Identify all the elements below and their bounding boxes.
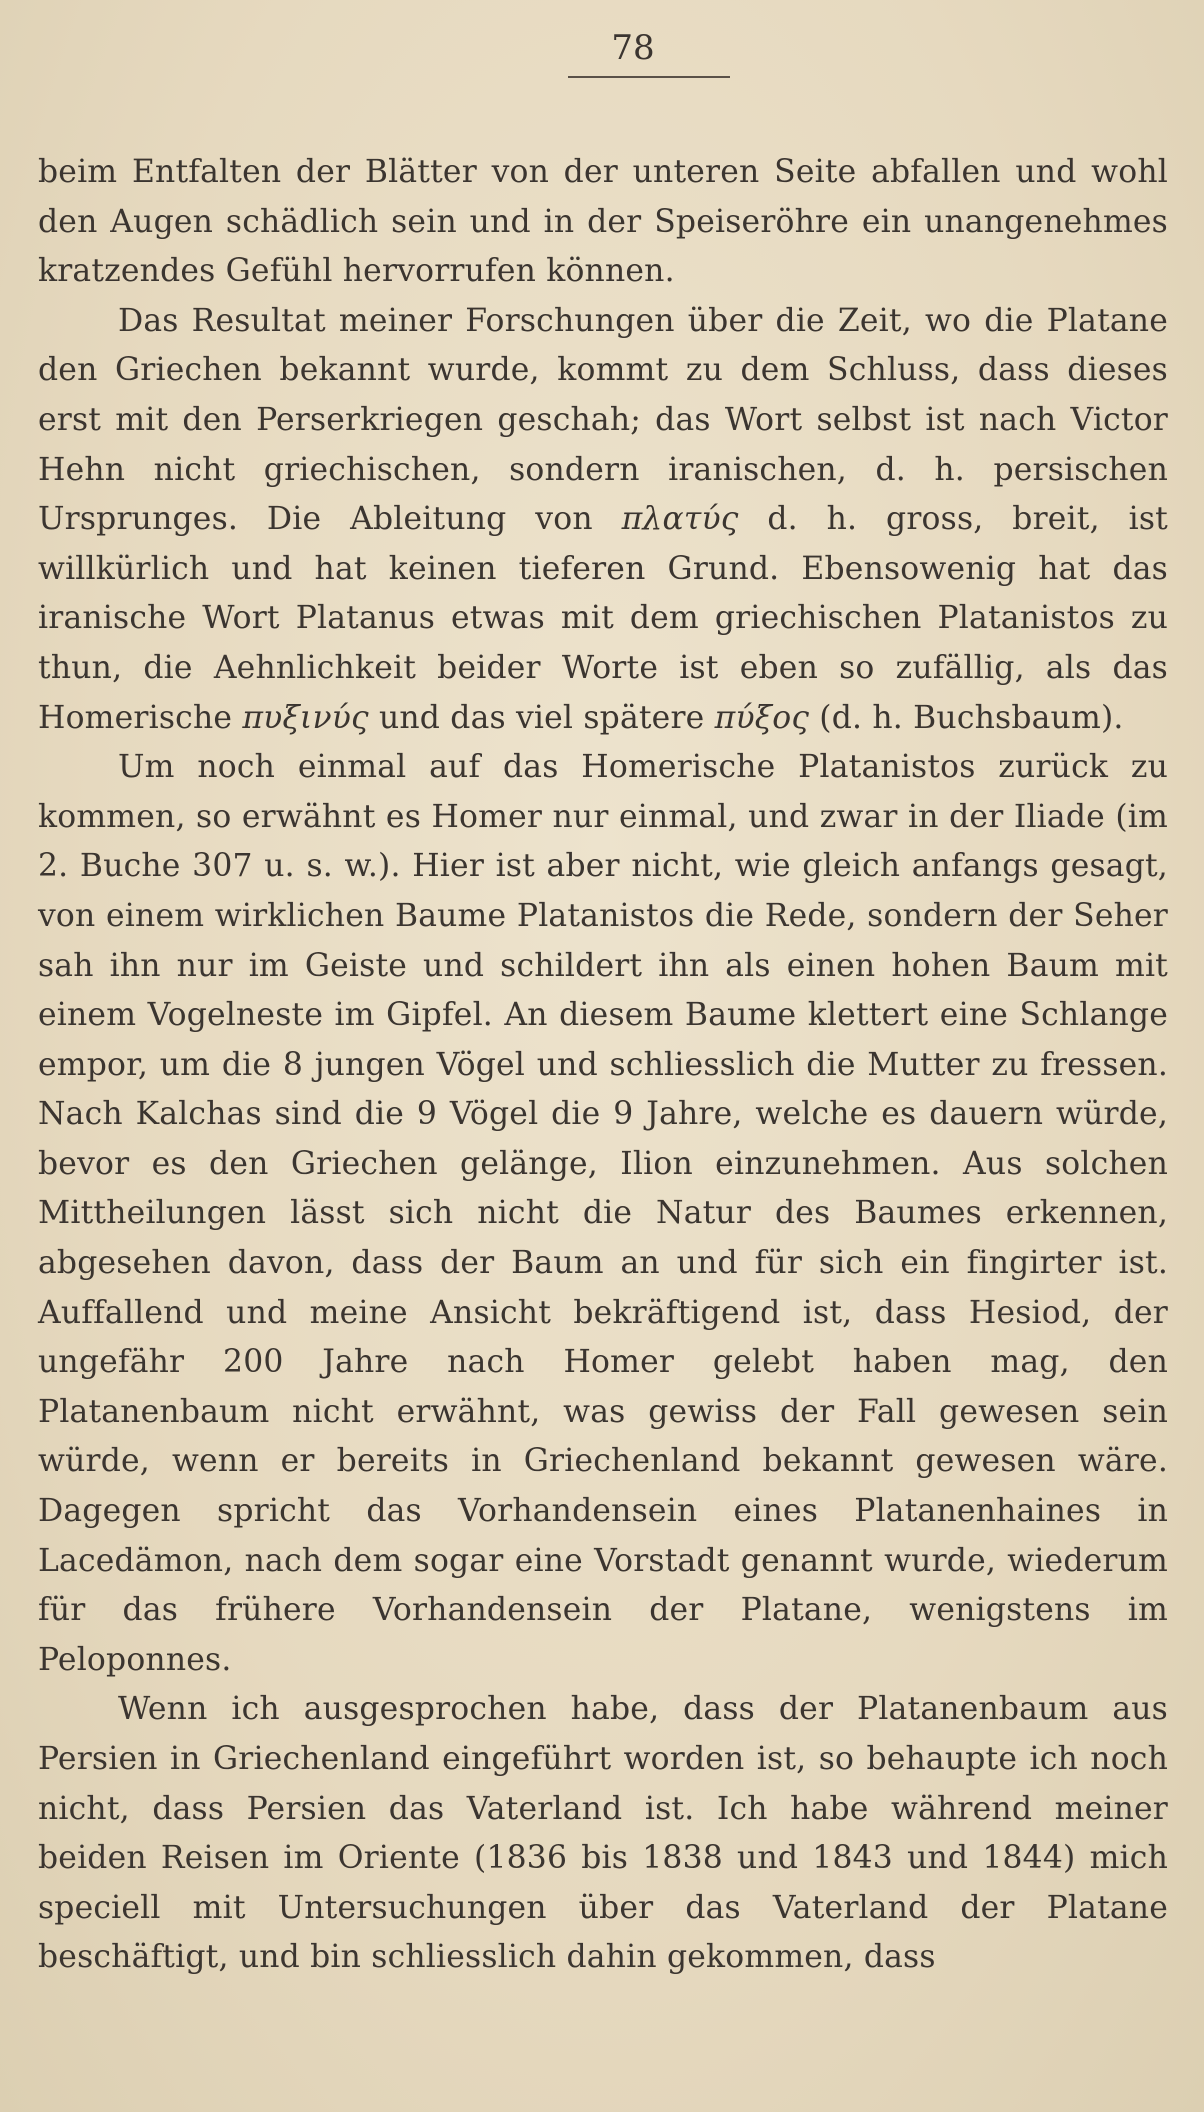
paragraph	[38, 148, 1168, 297]
greek-word: πλατύς	[621, 501, 739, 538]
greek-word: πύξος	[714, 699, 810, 736]
paragraph	[38, 743, 1168, 1685]
paragraph	[38, 1685, 1168, 1983]
paragraph-text: und das viel spätere	[368, 699, 715, 736]
paragraph-text: (d. h. Buchsbaum).	[809, 699, 1124, 736]
paragraph-text: d. h. gross, breit, ist willkürlich und hat keinen tieferen Grund. Ebensowenig hat das iranische Wort Platanus etwas mit dem griechischen Platanistos zu thun, die Aehnlichkeit beider Worte ist eben so zufällig, als das Homerische	[38, 501, 1168, 736]
header-rule	[568, 76, 730, 78]
page-number: 78	[611, 28, 655, 68]
paragraph-text: beim Entfalten der Blätter von der unteren Seite abfallen und wohl den Augen schädlich sein und in der Speiseröhre ein unangenehmes kratzendes Gefühl hervorrufen können.	[38, 154, 1168, 290]
paragraph-text: Wenn ich ausgesprochen habe, dass der Platanenbaum aus Persien in Griechenland eingeführt worden ist, so behaupte ich noch nicht, dass Persien das Vaterland ist. Ich habe während meiner beiden Reisen im Oriente (1836 bis 1838 und 1843 und 1844) mich speciell mit Untersuchungen über das Vaterland der Platane beschäftigt, und bin schliesslich dahin gekommen, dass	[38, 1691, 1168, 1976]
paragraph-text: Um noch einmal auf das Homerische Platanistos zurück zu kommen, so erwähnt es Homer nur einmal, und zwar in der Iliade (im 2. Buche 307 u. s. w.). Hier ist aber nicht, wie gleich anfangs gesagt, von einem wirklichen Baume Platanistos die Rede, sondern der Seher sah ihn nur im Geiste und schildert ihn als einen hohen Baum mit einem Vogelneste im Gipfel. An diesem Baume klettert eine Schlange empor, um die 8 jungen Vögel und schliesslich die Mutter zu fressen. Nach Kalchas sind die 9 Vögel die 9 Jahre, welche es dauern würde, bevor es den Griechen gelänge, Ilion einzunehmen. Aus solchen Mittheilungen lässt sich nicht die Natur des Baumes erkennen, abgesehen davon, dass der Baum an und für sich ein fingirter ist. Auffallend und meine Ansicht bekräftigend ist, dass Hesiod, der ungefähr 200 Jahre nach Homer gelebt haben mag, den Platanenbaum nicht erwähnt, was gewiss der Fall gewesen sein würde, wenn er bereits in Griechenland bekannt gewesen wäre. Dagegen spricht das Vorhandensein eines Platanenhaines in Lacedämon, nach dem sogar eine Vorstadt genannt wurde, wiederum für das frühere Vorhandensein der Platane, wenigstens im Peloponnes.	[38, 749, 1168, 1678]
body-text	[38, 148, 1168, 1983]
book-page	[38, 28, 1168, 1983]
greek-word: πυξινύς	[242, 699, 369, 736]
paragraph-text: Das Resultat meiner Forschungen über die Zeit, wo die Platane den Griechen bekannt wurde, kommt zu dem Schluss, dass dieses erst mit den Perserkriegen geschah; das Wort selbst ist nach Victor Hehn nicht griechischen, sondern iranischen, d. h. persischen Ursprunges. Die Ableitung von	[38, 302, 1168, 538]
paragraph	[38, 297, 1168, 743]
